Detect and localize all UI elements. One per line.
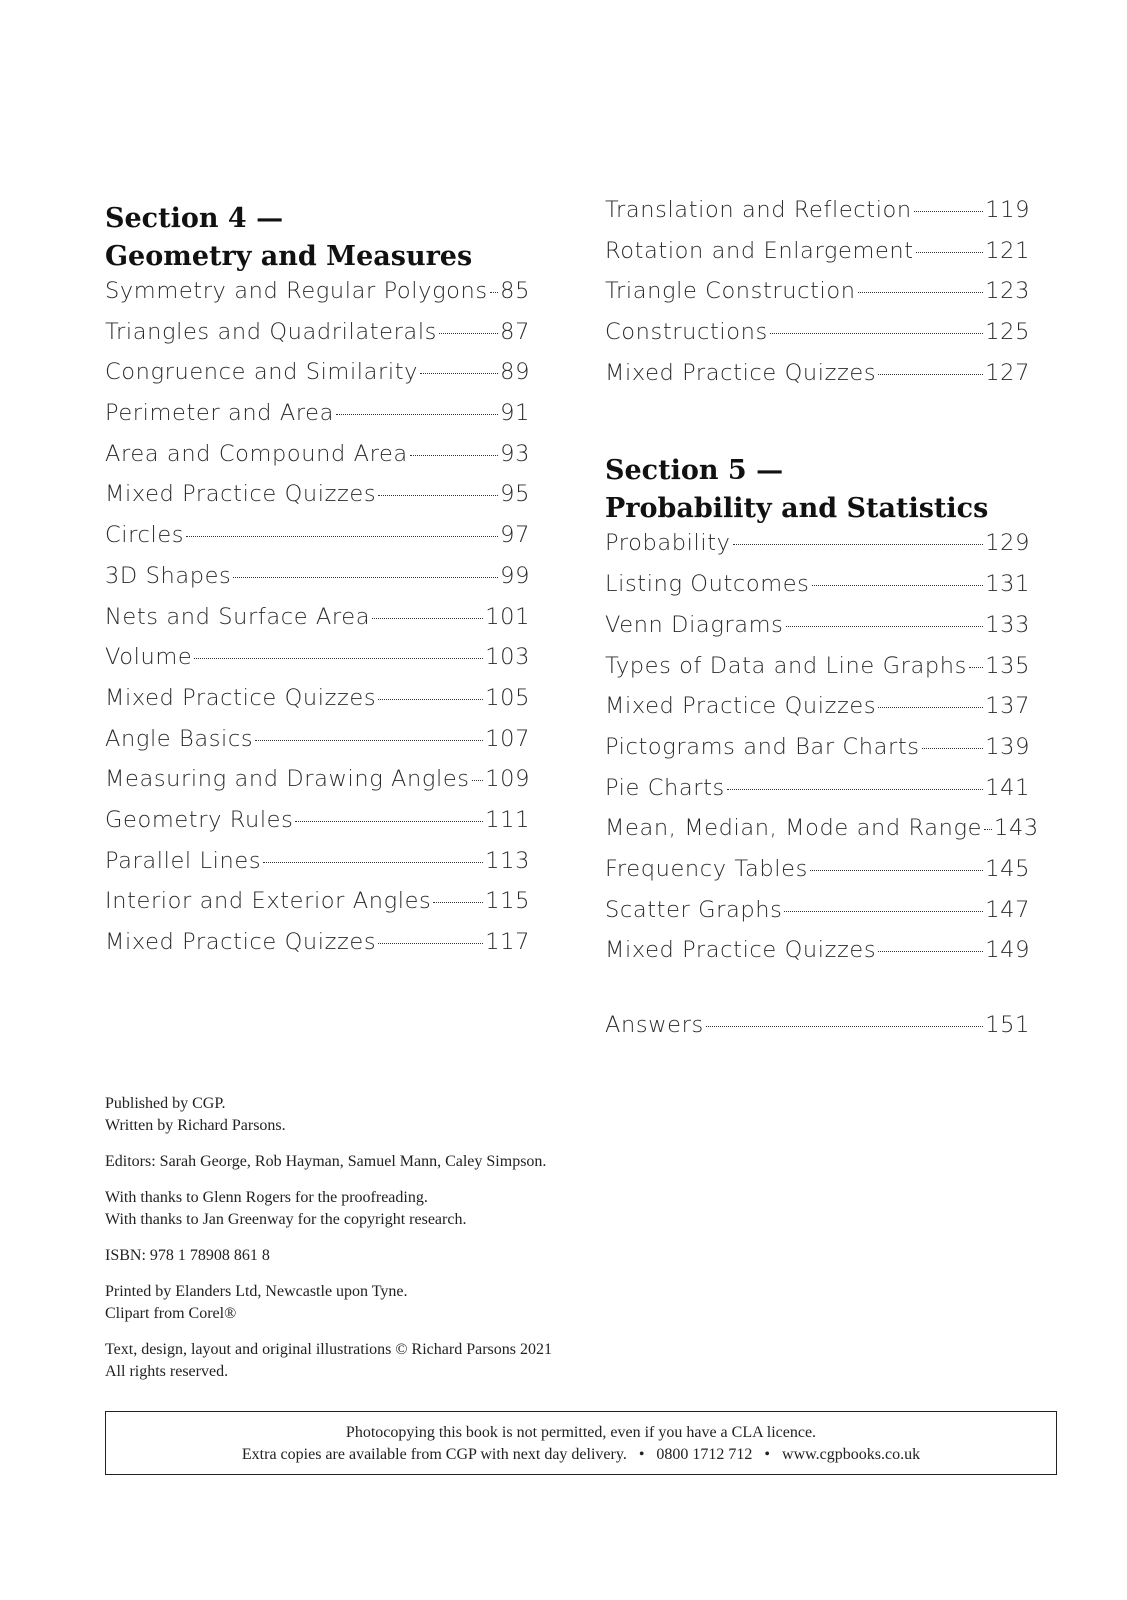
toc-entry-title: Pictograms and Bar Charts [605, 733, 920, 760]
toc-entry-page: 127 [985, 359, 1030, 386]
isbn: ISBN: 978 1 78908 861 8 [105, 1247, 270, 1264]
toc-leader-dots [378, 943, 483, 944]
toc-entry[interactable] [605, 278, 1030, 319]
toc-leader-dots [378, 699, 483, 700]
toc-entry-page: 85 [500, 278, 530, 304]
toc-leader-dots [336, 414, 498, 415]
toc-entry-page: 97 [500, 522, 530, 549]
toc-entry-page: 99 [500, 562, 530, 589]
toc-entry[interactable] [105, 644, 530, 685]
section4-heading-line2: Geometry and Measures [105, 241, 473, 272]
notice-website-link[interactable]: www.cgpbooks.co.uk [782, 1446, 921, 1463]
toc-entry[interactable] [605, 319, 1030, 360]
toc-leader-dots [784, 911, 983, 912]
toc-entry[interactable] [605, 360, 1030, 401]
toc-entry-page: 113 [485, 847, 530, 874]
toc-entry[interactable] [605, 856, 1030, 897]
toc-entry[interactable] [105, 929, 530, 970]
toc-entry[interactable] [105, 807, 530, 848]
toc-entry-page: 95 [500, 481, 530, 508]
toc-entry-page: 115 [485, 888, 530, 915]
toc-entry-title: Measuring and Drawing Angles [105, 766, 470, 793]
toc-entry[interactable] [105, 685, 530, 726]
toc-entry[interactable] [105, 400, 530, 441]
toc-entry-title: Mixed Practice Quizzes [105, 684, 377, 711]
toc-entry-title: Perimeter and Area [105, 400, 334, 427]
toc-entry[interactable] [105, 522, 530, 563]
written-by: Written by Richard Parsons. [105, 1117, 286, 1134]
toc-entry-page: 89 [500, 359, 530, 386]
toc-entry[interactable] [105, 441, 530, 482]
toc-leader-dots [969, 667, 983, 668]
toc-entry-page: 93 [500, 440, 530, 467]
toc-entry-page: 109 [485, 766, 530, 793]
toc-entry-page: 123 [985, 278, 1030, 305]
section4-continued-toc [605, 197, 1030, 400]
toc-entry-title: Constructions [605, 319, 768, 346]
toc-entry[interactable] [605, 815, 1039, 856]
section5-heading-line1: Section 5 — [605, 455, 784, 487]
toc-leader-dots [194, 658, 483, 659]
toc-entry-page: 111 [485, 806, 530, 833]
published-by: Published by CGP. [105, 1095, 226, 1112]
toc-entry-title: Frequency Tables [605, 855, 808, 882]
toc-entry[interactable] [605, 530, 1030, 571]
toc-entry[interactable] [105, 766, 530, 807]
toc-entry[interactable] [105, 563, 530, 604]
toc-entry-page: 103 [485, 644, 530, 671]
toc-leader-dots [439, 333, 498, 334]
toc-leader-dots [433, 902, 483, 903]
notice-extra-copies: Extra copies are available from CGP with next day delivery. [241, 1446, 627, 1463]
toc-leader-dots [984, 829, 992, 830]
toc-entry[interactable] [105, 888, 530, 929]
toc-entry-page: 101 [485, 603, 530, 630]
toc-entry-title: Answers [605, 1012, 704, 1038]
toc-entry[interactable] [105, 726, 530, 767]
toc-leader-dots [263, 862, 483, 863]
toc-entry-title: Types of Data and Line Graphs [605, 652, 967, 679]
toc-entry-title: Symmetry and Regular Polygons [105, 278, 488, 304]
section5-heading-line2: Probability and Statistics [605, 493, 989, 525]
toc-leader-dots [255, 740, 483, 741]
toc-entry-page: 137 [985, 693, 1030, 720]
toc-entry-title: Scatter Graphs [605, 896, 783, 923]
toc-entry-page: 139 [985, 733, 1030, 760]
editors: Editors: Sarah George, Rob Hayman, Samuel Mann, Caley Simpson. [105, 1153, 547, 1170]
bullet-separator: • [764, 1446, 771, 1463]
toc-leader-dots [770, 333, 983, 334]
toc-entry-answers[interactable] [605, 1012, 1030, 1053]
toc-entry[interactable] [605, 734, 1030, 775]
toc-entry-page: 131 [985, 571, 1030, 598]
toc-leader-dots [812, 585, 984, 586]
toc-entry-title: Mixed Practice Quizzes [605, 359, 877, 386]
section4-column [105, 200, 530, 970]
toc-entry-page: 105 [485, 684, 530, 711]
toc-entry[interactable] [605, 937, 1030, 978]
toc-entry-page: 141 [985, 774, 1030, 801]
toc-leader-dots [420, 373, 498, 374]
toc-leader-dots [233, 577, 498, 578]
toc-entry-title: Rotation and Enlargement [605, 237, 914, 264]
toc-leader-dots [372, 618, 483, 619]
toc-leader-dots [878, 951, 983, 952]
toc-entry-title: Geometry Rules [105, 806, 294, 833]
toc-leader-dots [295, 821, 483, 822]
toc-leader-dots [706, 1026, 983, 1027]
toc-entry-page: 149 [985, 937, 1030, 964]
copyright-notice: Text, design, layout and original illustrations © Richard Parsons 2021 [105, 1341, 552, 1358]
photocopy-notice-box [105, 1411, 1057, 1475]
toc-entry-title: Volume [105, 644, 193, 671]
toc-entry-title: Probability [605, 530, 731, 557]
toc-leader-dots [733, 544, 984, 545]
toc-leader-dots [914, 211, 983, 212]
toc-entry-page: 129 [985, 530, 1030, 557]
toc-entry-title: Pie Charts [605, 774, 725, 801]
toc-entry[interactable] [105, 359, 530, 400]
section5-heading [605, 452, 1030, 528]
toc-entry[interactable] [105, 319, 530, 360]
toc-entry-title: Circles [105, 522, 185, 549]
credits-block [105, 1093, 805, 1397]
toc-leader-dots [490, 292, 498, 293]
toc-entry-title: Listing Outcomes [605, 571, 810, 598]
notice-line1: Photocopying this book is not permitted, even if you have a CLA licence. [345, 1424, 817, 1441]
toc-entry-page: 119 [985, 197, 1030, 223]
toc-entry-page: 133 [985, 611, 1030, 638]
toc-leader-dots [727, 789, 983, 790]
clipart-credit: Clipart from Corel® [105, 1305, 237, 1322]
toc-entry-title: Venn Diagrams [605, 611, 784, 638]
toc-leader-dots [410, 455, 498, 456]
toc-entry-page: 125 [985, 319, 1030, 346]
toc-leader-dots [922, 748, 984, 749]
toc-leader-dots [858, 292, 984, 293]
toc-leader-dots [878, 707, 983, 708]
toc-entry-title: Triangle Construction [605, 278, 856, 305]
answers-toc [605, 1012, 1030, 1053]
toc-entry-title: Mixed Practice Quizzes [605, 693, 877, 720]
toc-entry[interactable] [605, 238, 1030, 279]
toc-leader-dots [378, 495, 498, 496]
toc-entry-title: Mixed Practice Quizzes [105, 929, 377, 955]
toc-entry-title: Congruence and Similarity [105, 359, 419, 386]
notice-line2 [106, 1444, 1056, 1466]
toc-entry-title: Triangles and Quadrilaterals [105, 318, 437, 345]
toc-leader-dots [186, 536, 498, 537]
section4-heading [105, 200, 530, 276]
toc-entry-page: 87 [500, 318, 530, 345]
thanks-copyright: With thanks to Jan Greenway for the copyright research. [105, 1211, 467, 1228]
toc-entry-title: Angle Basics [105, 725, 254, 752]
toc-leader-dots [810, 870, 983, 871]
toc-entry-page: 117 [485, 929, 530, 955]
toc-leader-dots [916, 252, 984, 253]
toc-entry[interactable] [605, 897, 1030, 938]
toc-leader-dots [472, 780, 484, 781]
toc-entry[interactable] [605, 653, 1030, 694]
toc-entry-title: Parallel Lines [105, 847, 262, 874]
toc-leader-dots [878, 374, 983, 375]
toc-entry[interactable] [605, 775, 1030, 816]
printed-by: Printed by Elanders Ltd, Newcastle upon Tyne. [105, 1283, 408, 1300]
section4-toc [105, 278, 530, 970]
toc-entry-page: 121 [985, 237, 1030, 264]
toc-entry-title: Mean, Median, Mode and Range [605, 815, 983, 842]
toc-entry-title: Area and Compound Area [105, 440, 408, 467]
toc-entry[interactable] [605, 571, 1030, 612]
toc-entry-page: 91 [500, 400, 530, 427]
right-column [605, 197, 1039, 1053]
toc-entry-title: Mixed Practice Quizzes [605, 937, 877, 964]
toc-entry[interactable] [105, 278, 530, 319]
toc-entry[interactable] [605, 612, 1030, 653]
toc-entry[interactable] [105, 848, 530, 889]
toc-entry-page: 135 [985, 652, 1030, 679]
toc-entry[interactable] [605, 693, 1030, 734]
toc-leader-dots [786, 626, 984, 627]
notice-phone: 0800 1712 712 [656, 1446, 753, 1463]
toc-entry-title: 3D Shapes [105, 562, 232, 589]
toc-entry[interactable] [105, 604, 530, 645]
toc-entry-page: 151 [985, 1012, 1030, 1038]
toc-entry-page: 107 [485, 725, 530, 752]
toc-entry-page: 145 [985, 855, 1030, 882]
toc-entry-title: Translation and Reflection [605, 197, 912, 223]
toc-entry-title: Nets and Surface Area [105, 603, 371, 630]
toc-entry[interactable] [105, 481, 530, 522]
section5-toc [605, 530, 1039, 978]
all-rights-reserved: All rights reserved. [105, 1363, 229, 1380]
section4-heading-line1: Section 4 — [105, 203, 284, 234]
toc-entry[interactable] [605, 197, 1030, 238]
toc-entry-title: Mixed Practice Quizzes [105, 481, 377, 508]
toc-entry-page: 143 [994, 815, 1039, 842]
toc-entry-title: Interior and Exterior Angles [105, 888, 432, 915]
thanks-proofreading: With thanks to Glenn Rogers for the proofreading. [105, 1189, 428, 1206]
bullet-separator: • [638, 1446, 645, 1463]
toc-entry-page: 147 [985, 896, 1030, 923]
